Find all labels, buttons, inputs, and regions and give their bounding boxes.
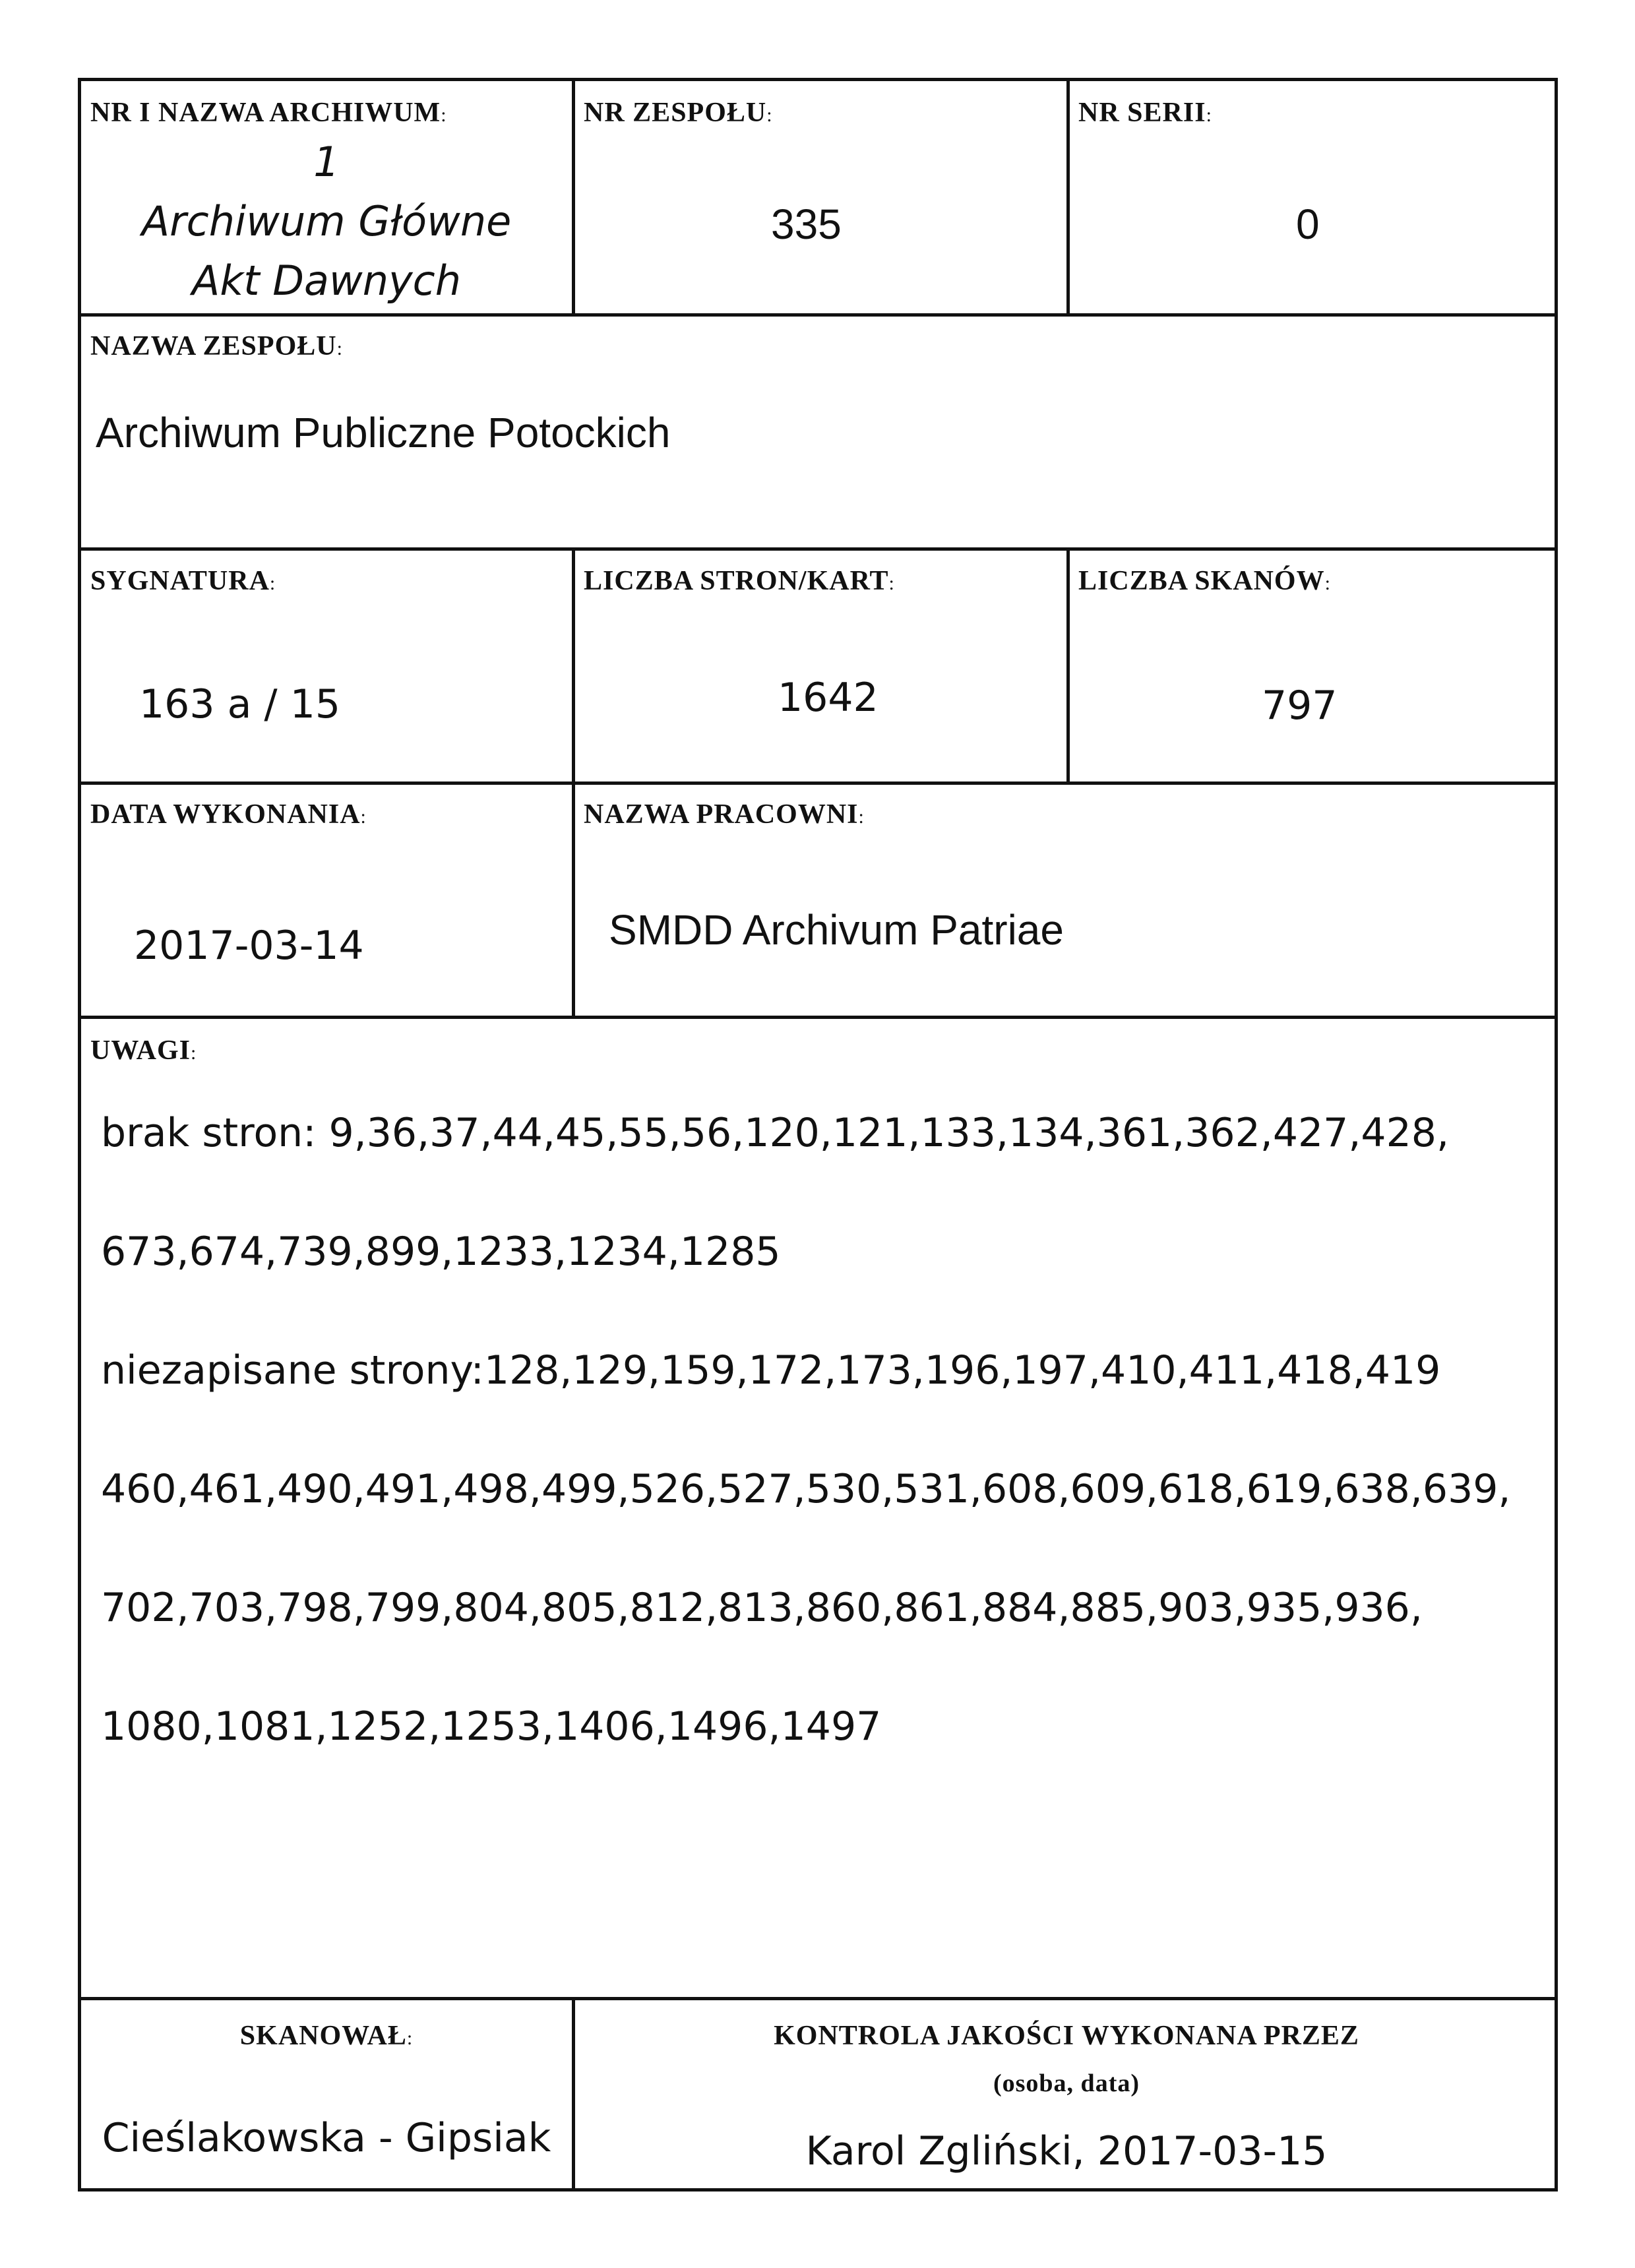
scan-count-label: LICZBA SKANÓW: <box>1078 566 1331 596</box>
notes-line: 673,674,739,899,1233,1234,1285 <box>101 1229 781 1275</box>
notes-list <box>101 1103 1511 1816</box>
archive-number: 1 <box>313 138 340 186</box>
scanned-by-label: SKANOWAŁ: <box>239 2021 414 2051</box>
row-divider <box>81 547 1555 551</box>
row-divider <box>81 782 1555 785</box>
col-divider <box>572 81 575 313</box>
date-value: 2017-03-14 <box>134 923 364 969</box>
col-divider <box>572 782 575 1016</box>
col-divider <box>1066 547 1070 782</box>
notes-line: brak stron: 9,36,37,44,45,55,56,120,121,133,134,361,362,427,428, <box>101 1110 1450 1156</box>
archive-name-line1: Archiwum Główne <box>141 197 512 245</box>
quality-control-sublabel: (osoba, data) <box>993 2069 1140 2097</box>
scanned-by-value: Cieślakowska - Gipsiak <box>102 2115 551 2161</box>
fonds-number-value: 335 <box>771 200 842 248</box>
page-count-label: LICZBA STRON/KART: <box>584 566 895 596</box>
archive-label: NR I NAZWA ARCHIWUM: <box>90 98 447 128</box>
archive-form <box>78 78 1558 2191</box>
scan-count-value: 797 <box>1262 683 1338 729</box>
col-divider <box>572 547 575 782</box>
workshop-value: SMDD Archivum Patriae <box>609 906 1064 954</box>
quality-control-label: KONTROLA JAKOŚCI WYKONANA PRZEZ <box>774 2021 1359 2051</box>
fonds-name-value: Archiwum Publiczne Potockich <box>96 409 671 456</box>
signature-label: SYGNATURA: <box>90 566 276 596</box>
series-number-value: 0 <box>1296 200 1320 248</box>
notes-line: niezapisane strony:128,129,159,172,173,196,197,410,411,418,419 <box>101 1347 1441 1394</box>
row-divider <box>81 1016 1555 1019</box>
fonds-name-label: NAZWA ZESPOŁU: <box>90 331 343 361</box>
row-divider <box>81 313 1555 317</box>
date-label: DATA WYKONANIA: <box>90 799 367 830</box>
page-count-value: 1642 <box>778 675 879 721</box>
archive-name-line2: Akt Dawnych <box>191 257 462 305</box>
quality-control-value: Karol Zgliński, 2017-03-15 <box>805 2128 1328 2174</box>
row-divider <box>81 1997 1555 2000</box>
notes-line: 1080,1081,1252,1253,1406,1496,1497 <box>101 1703 882 1750</box>
workshop-label: NAZWA PRACOWNI: <box>584 799 865 830</box>
notes-label: UWAGI: <box>90 1035 197 1066</box>
series-number-label: NR SERII: <box>1078 98 1212 128</box>
col-divider <box>1066 81 1070 313</box>
signature-value: 163 a / 15 <box>139 681 341 727</box>
notes-line: 702,703,798,799,804,805,812,813,860,861,884,885,903,935,936, <box>101 1585 1423 1631</box>
fonds-number-label: NR ZESPOŁU: <box>584 98 773 128</box>
notes-line: 460,461,490,491,498,499,526,527,530,531,608,609,618,619,638,639, <box>101 1466 1511 1512</box>
archive-name <box>81 133 572 311</box>
